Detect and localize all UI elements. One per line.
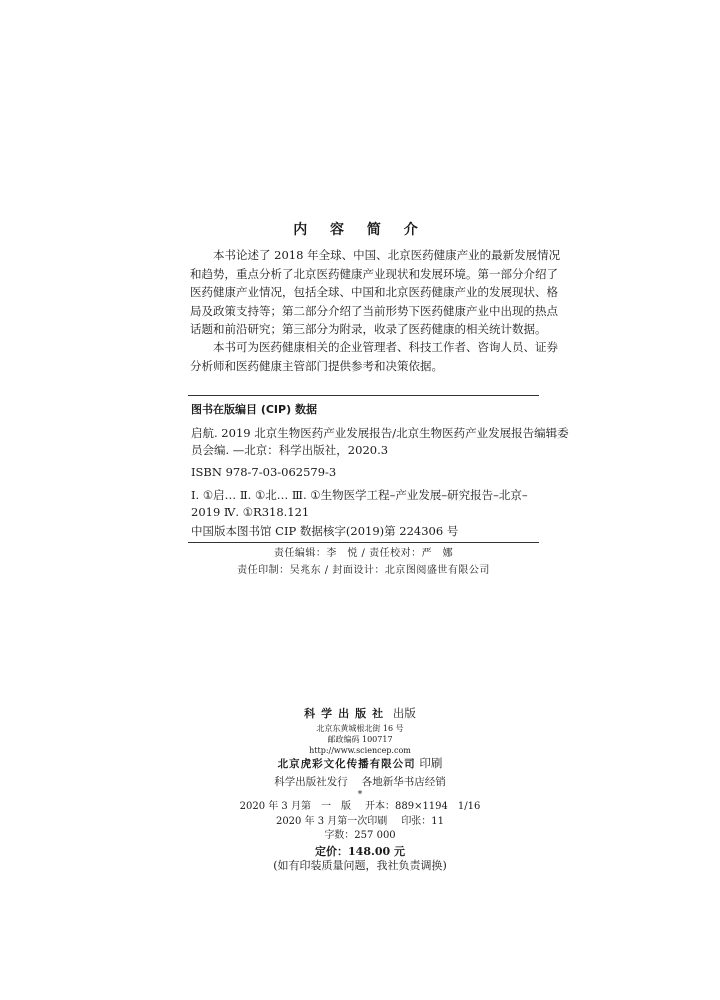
text-line: 员会编. —北京：科学出版社，2020.3 — [191, 443, 389, 457]
text-line: 分析师和医药健康主管部门提供参考和决策依据。 — [190, 358, 443, 373]
text-line: Ⅰ. ①启… Ⅱ. ①北… Ⅲ. ①生物医学工程–产业发展–研究报告–北京– — [191, 488, 528, 502]
editor-credits — [188, 546, 539, 562]
word-count: 字数：257 000 — [324, 830, 396, 841]
text-line: 责任印制：吴兆东 / 封面设计：北京图阅盛世有限公司 — [237, 565, 490, 576]
cip-catalog-number: 中国版本图书馆 CIP 数据核字(2019)第 224306 号 — [191, 524, 459, 538]
text-line — [0, 815, 720, 830]
distributor: 科学出版社发行 — [274, 776, 348, 788]
printer-name: 北京虎彩文化传播有限公司 — [277, 758, 416, 770]
text-line: 启航. 2019 北京生物医药产业发展报告/北京生物医药产业发展报告编辑委 — [191, 426, 569, 440]
text-line — [0, 800, 720, 815]
text-line: 话题和前沿研究；第三部分为附录，收录了医药健康的相关统计数据。 — [190, 322, 547, 336]
text-line: 医药健康产业情况，包括全球、中国和北京医药健康产业的发展现状、格 — [190, 285, 558, 299]
format-size: 开本：889×1194 1/16 — [364, 801, 481, 812]
text-line: 局及政策支持等；第二部分介绍了当前形势下医药健康产业中出现的热点 — [190, 303, 558, 318]
cip-title-entry — [191, 425, 569, 459]
summary-paragraph-1 — [190, 246, 561, 339]
text-line: 北京东黄城根北街 16 号 — [316, 724, 404, 733]
printing-date: 2020 年 3 月第一次印刷 — [275, 815, 388, 827]
quality-note: (如有印装质量问题，我社负责调换) — [273, 859, 447, 872]
publisher-address — [0, 723, 720, 756]
text-line: 和趋势，重点分析了北京医药健康产业现状和发展环境。第一部分介绍了 — [190, 266, 558, 281]
cip-isbn: ISBN 978-7-03-062579-3 — [191, 465, 337, 479]
text-line: 邮政编码 100717 — [327, 735, 393, 744]
publisher-line — [0, 705, 720, 721]
printer-line — [0, 755, 720, 771]
separator-star: * — [357, 790, 363, 800]
cip-heading: 图书在版编目 (CIP) 数据 — [191, 403, 317, 416]
cip-classification — [191, 487, 539, 521]
printer-suffix: 印刷 — [419, 756, 443, 770]
edition-specs — [0, 800, 720, 844]
cip-top-rule — [188, 395, 539, 396]
summary-paragraph-2 — [190, 338, 558, 375]
distribution-line — [0, 774, 720, 789]
text-line: 本书可为医药健康相关的企业管理者、科技工作者、咨询人员、证券 — [213, 340, 558, 354]
sheet-count: 印张：11 — [401, 815, 445, 827]
edition-date: 2020 年 3 月第 一 版 — [239, 801, 351, 812]
publisher-suffix: 出版 — [392, 706, 416, 720]
text-line: 2019 Ⅳ. ①R318.121 — [191, 505, 310, 519]
price: 定价：148.00 元 — [315, 845, 405, 858]
summary-heading: 内 容 简 介 — [293, 222, 427, 238]
text-line: 本书论述了 2018 年全球、中国、北京医药健康产业的最新发展情况 — [213, 248, 561, 262]
cip-bottom-rule — [188, 542, 539, 543]
production-credits — [188, 563, 539, 579]
text-line: 责任编辑：李 悦 / 责任校对：严 娜 — [273, 548, 454, 559]
text-line: http://www.sciencep.com — [309, 746, 411, 755]
retailer: 各地新华书店经销 — [361, 776, 446, 788]
publisher-name: 科学出版社 — [304, 707, 390, 720]
